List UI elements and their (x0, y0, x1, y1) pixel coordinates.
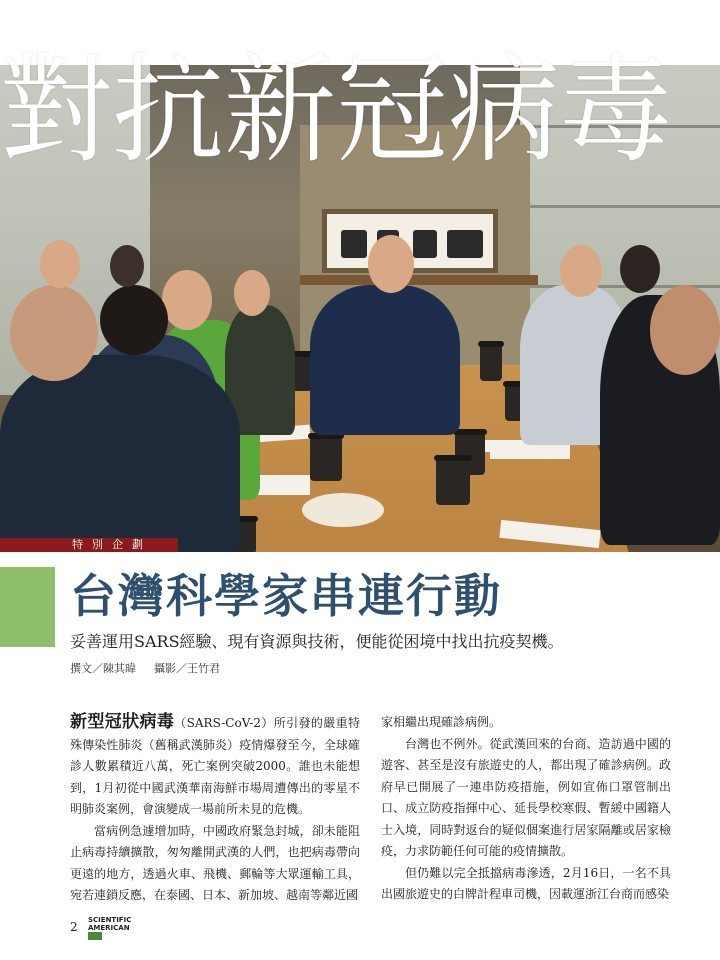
article-headline: 台灣科學家串連行動 (70, 569, 502, 623)
byline (70, 660, 238, 676)
feature-title: 對抗新冠病毒 (0, 42, 672, 180)
body-column-right (381, 712, 671, 906)
speaker-center (310, 285, 460, 435)
byline-writer: 撰文／陳其暐 (70, 662, 136, 675)
byline-photographer: 攝影／王竹君 (154, 662, 220, 675)
body-paragraph (70, 712, 360, 821)
accent-bar (0, 567, 55, 647)
coffee-cup (480, 345, 502, 381)
person-front-left (0, 355, 240, 552)
magazine-logo (88, 916, 134, 936)
section-tag: 特別企劃 (0, 538, 178, 552)
article-subhead: 妥善運用SARS經驗、現有資源與技術，便能從困境中找出抗疫契機。 (70, 632, 564, 651)
body-column-left (70, 712, 360, 907)
coffee-cup (310, 437, 342, 481)
lead-text: （SARS-CoV-2）所引發的嚴重特殊傳染性肺炎（舊稱武漢肺炎）疫情爆發至今，全球確診人數累積近八萬，死亡案例突破2000。誰也未能想到，1月初從中國武漢華南海鮮市場周遭傳出的零星不明肺炎案例，會演變成一場前所未見的危機。 (70, 716, 360, 816)
logo-line1: SCIENTIFIC (88, 916, 132, 924)
body-paragraph: 但仍難以完全抵擋病毒滲透，2月16日，一名不具出國旅遊史的白牌計程車司機，因載運浙江台商而感染 (381, 865, 671, 901)
coffee-cup (436, 459, 470, 505)
lead-phrase: 新型冠狀病毒 (70, 712, 175, 732)
logo-mark-icon (88, 932, 102, 940)
photo-side-table (300, 275, 538, 285)
logo-line2: AMERICAN (88, 924, 130, 932)
body-paragraph: 當病例急遽增加時，中國政府緊急封城，卻未能阻止病毒持續擴散，匆匆離開武漢的人們，也把病毒帶向更遠的地方，透過火車、飛機、郵輪等大眾運輸工具，宛若連鎖反應，在泰國、日本、新加坡、越南等鄰近國 (70, 823, 360, 902)
body-paragraph: 台灣也不例外。從武漢回來的台商、造訪過中國的遊客、甚至是沒有旅遊史的人，都出現了確診病例。政府早已開展了一連串防疫措施，例如宣佈口罩管制出口、成立防疫指揮中心、延長學校寒假、暫緩中國籍人士入境，同時對返台的疑似個案進行居家隔離或居家檢疫，力求防範任何可能的疫情擴散。 (381, 736, 671, 858)
snack-plate (302, 493, 384, 527)
page-number: 2 (70, 920, 78, 934)
body-paragraph: 家相繼出現確診病例。 (381, 715, 502, 729)
